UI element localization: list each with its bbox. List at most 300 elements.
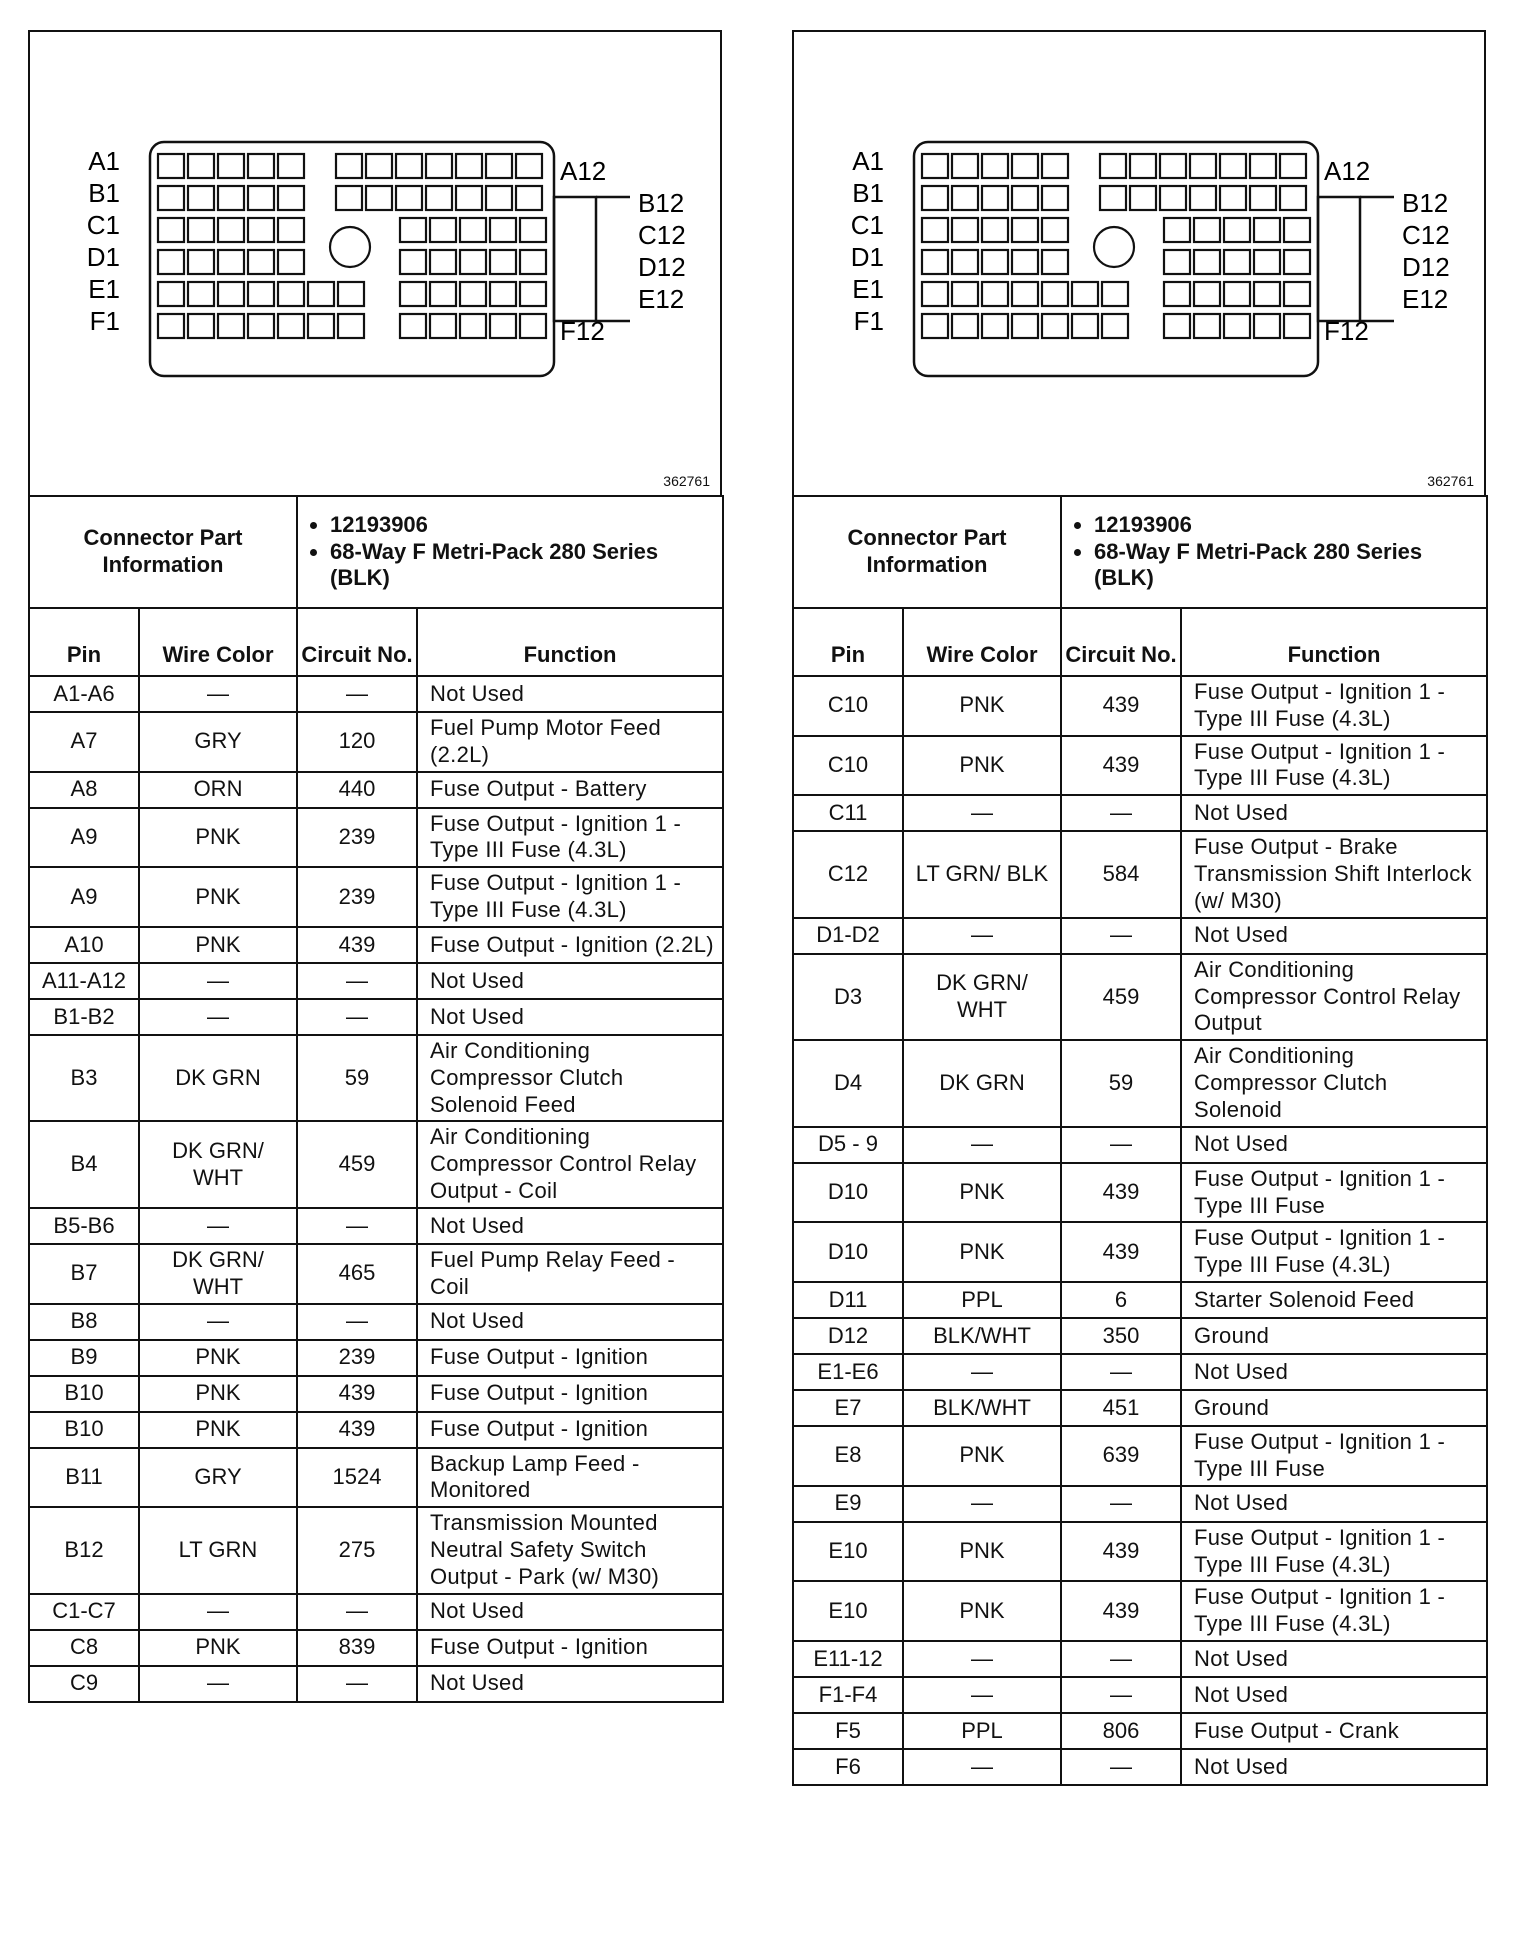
connector-face-drawing [794, 32, 1484, 492]
pin-cavity [1220, 186, 1246, 210]
pin-cavity [1072, 314, 1098, 338]
figure-id: 362761 [663, 473, 710, 489]
pin-cavity [366, 186, 392, 210]
header-row [29, 608, 723, 676]
pin-cavity [952, 186, 978, 210]
pin-cell: E9 [793, 1486, 903, 1522]
table-row [29, 999, 723, 1035]
pin-cavity [516, 154, 542, 178]
pin-cavity [218, 250, 244, 274]
pin-cavity [520, 314, 546, 338]
table-row [29, 1340, 723, 1376]
table-row [793, 1282, 1487, 1318]
pin-label-b1: B1 [88, 178, 120, 208]
pin-cavity [158, 314, 184, 338]
function-cell: Fuse Output - Ignition 1 - Type III Fuse (4.3L) [417, 867, 723, 927]
pin-cavity [218, 154, 244, 178]
pin-label-b12: B12 [1402, 188, 1449, 218]
circuit-cell: — [1061, 795, 1181, 831]
function-cell: Air Conditioning Compressor Clutch Solenoid Feed [417, 1035, 723, 1121]
table-row [793, 1354, 1487, 1390]
pin-cavity [1164, 282, 1190, 306]
function-cell: Not Used [1181, 1749, 1487, 1785]
pin-cavity [188, 218, 214, 242]
pin-cavity [366, 154, 392, 178]
function-cell: Fuse Output - Ignition [417, 1340, 723, 1376]
function-cell: Starter Solenoid Feed [1181, 1282, 1487, 1318]
circuit-cell: 439 [1061, 676, 1181, 736]
pin-cavity [1130, 154, 1156, 178]
pin-cavity [1284, 282, 1310, 306]
pinout-table [28, 495, 724, 1703]
pin-cavity [336, 186, 362, 210]
table-row [793, 736, 1487, 796]
pin-cavity [218, 186, 244, 210]
pin-cell: E7 [793, 1390, 903, 1426]
pin-cell: B1-B2 [29, 999, 139, 1035]
pin-cavity [1102, 314, 1128, 338]
pin-cell: B12 [29, 1507, 139, 1593]
table-row [29, 808, 723, 868]
pin-label-a1: A1 [88, 146, 120, 176]
pinout-rows [29, 676, 723, 1702]
table-row [29, 1244, 723, 1304]
table-row [29, 1594, 723, 1630]
connector-face-drawing [30, 32, 720, 492]
function-cell: Fuse Output - Ignition (2.2L) [417, 927, 723, 963]
pin-cell: B8 [29, 1304, 139, 1340]
wire-color-cell: GRY [139, 712, 297, 772]
pin-cavity [1164, 218, 1190, 242]
pin-cavity [426, 186, 452, 210]
pin-cavity [486, 186, 512, 210]
pin-cell: C12 [793, 831, 903, 917]
circuit-cell: — [1061, 1127, 1181, 1163]
pin-cell: A7 [29, 712, 139, 772]
wire-color-cell: PNK [139, 1340, 297, 1376]
wire-color-cell: PPL [903, 1713, 1061, 1749]
circuit-cell: 350 [1061, 1318, 1181, 1354]
pin-label-f12: F12 [1324, 316, 1369, 346]
pin-cavity [952, 218, 978, 242]
table-row [29, 1666, 723, 1702]
function-cell: Ground [1181, 1390, 1487, 1426]
wire-color-cell: — [903, 1677, 1061, 1713]
wire-color-cell: — [139, 999, 297, 1035]
pin-cavity [1254, 282, 1280, 306]
table-row [29, 1507, 723, 1593]
table-row [29, 676, 723, 712]
wire-color-cell: LT GRN [139, 1507, 297, 1593]
pin-cell: C10 [793, 676, 903, 736]
circuit-cell: 839 [297, 1630, 417, 1666]
function-cell: Fuse Output - Ignition 1 - Type III Fuse (4.3L) [1181, 676, 1487, 736]
wire-color-cell: PNK [139, 1376, 297, 1412]
circuit-cell: — [1061, 1677, 1181, 1713]
connector-part-label: Connector Part Information [793, 496, 1061, 608]
pin-cavity [1130, 186, 1156, 210]
pin-cavity [922, 250, 948, 274]
pin-cavity [1042, 250, 1068, 274]
pin-cavity [1042, 218, 1068, 242]
function-cell: Fuse Output - Ignition [417, 1630, 723, 1666]
wire-color-cell: BLK/WHT [903, 1318, 1061, 1354]
wire-color-cell: PNK [139, 1412, 297, 1448]
connector-info-row [793, 496, 1487, 608]
pin-cavity [248, 282, 274, 306]
pin-cavity [278, 186, 304, 210]
pin-label-d12: D12 [638, 252, 686, 282]
connector-latch [554, 197, 596, 321]
pin-cavity [922, 186, 948, 210]
wire-color-cell: ORN [139, 772, 297, 808]
pin-cell: C11 [793, 795, 903, 831]
pin-cavity [460, 314, 486, 338]
pin-label-d1: D1 [86, 242, 120, 272]
pin-cavity [1012, 154, 1038, 178]
pin-cavity [1220, 154, 1246, 178]
wire-color-cell: PNK [903, 1426, 1061, 1486]
header-wire-color: Wire Color [903, 608, 1061, 676]
circuit-cell: — [1061, 1641, 1181, 1677]
pin-cell: B11 [29, 1448, 139, 1508]
connector-info-row [29, 496, 723, 608]
function-cell: Fuse Output - Ignition 1 - Type III Fuse (4.3L) [1181, 1522, 1487, 1582]
function-cell: Fuse Output - Battery [417, 772, 723, 808]
pin-label-e12: E12 [638, 284, 685, 314]
table-row [29, 927, 723, 963]
circuit-cell: 465 [297, 1244, 417, 1304]
pin-cavity [1190, 154, 1216, 178]
part-description: • 68-Way F Metri-Pack 280 Series (BLK) [1094, 539, 1476, 593]
pin-cavity [1194, 314, 1220, 338]
pin-cavity [188, 314, 214, 338]
wire-color-cell: — [903, 1127, 1061, 1163]
pin-label-c1: C1 [850, 210, 884, 240]
pin-label-e12: E12 [1402, 284, 1449, 314]
pin-cell: C1-C7 [29, 1594, 139, 1630]
wire-color-cell: DK GRN/ WHT [139, 1121, 297, 1207]
pin-cavity [490, 218, 516, 242]
pin-cavity [982, 250, 1008, 274]
pin-cell: D1-D2 [793, 918, 903, 954]
circuit-cell: — [297, 1208, 417, 1244]
pin-cavity [456, 154, 482, 178]
header-wire-color: Wire Color [139, 608, 297, 676]
pin-cavity [982, 282, 1008, 306]
pin-cavity [490, 314, 516, 338]
pin-cavity [336, 154, 362, 178]
pin-cavity [1280, 154, 1306, 178]
pin-cavity [922, 314, 948, 338]
pin-cavity [952, 250, 978, 274]
circuit-cell: 806 [1061, 1713, 1181, 1749]
pin-cavity [1160, 154, 1186, 178]
table-row [793, 795, 1487, 831]
function-cell: Fuel Pump Motor Feed (2.2L) [417, 712, 723, 772]
pin-label-f1: F1 [89, 306, 120, 336]
pin-cavity [1100, 186, 1126, 210]
header-circuit: Circuit No. [297, 608, 417, 676]
wire-color-cell: — [903, 1486, 1061, 1522]
table-row [29, 1121, 723, 1207]
pin-cavity [1012, 218, 1038, 242]
pin-cavity [1164, 314, 1190, 338]
pin-cell: D4 [793, 1040, 903, 1126]
pin-cavity [1072, 282, 1098, 306]
table-row [29, 1208, 723, 1244]
pin-cavity [1224, 218, 1250, 242]
pin-cavity [1194, 218, 1220, 242]
figure-id: 362761 [1427, 473, 1474, 489]
circuit-cell: 439 [1061, 1222, 1181, 1282]
pin-cavity [430, 282, 456, 306]
pin-cavity [158, 250, 184, 274]
header-function: Function [1181, 608, 1487, 676]
circuit-cell: 120 [297, 712, 417, 772]
connector-part-info [1061, 496, 1487, 608]
wire-color-cell: PNK [903, 1522, 1061, 1582]
pin-cell: B7 [29, 1244, 139, 1304]
function-cell: Not Used [417, 1304, 723, 1340]
pin-label-e1: E1 [88, 274, 120, 304]
pin-label-f1: F1 [853, 306, 884, 336]
pin-cell: B10 [29, 1376, 139, 1412]
circuit-cell: 459 [1061, 954, 1181, 1040]
pin-cell: D3 [793, 954, 903, 1040]
pin-cavity [158, 154, 184, 178]
connector-latch [1318, 197, 1360, 321]
pin-cell: D11 [793, 1282, 903, 1318]
function-cell: Not Used [1181, 1354, 1487, 1390]
pin-cavity [248, 186, 274, 210]
pin-label-a12: A12 [1324, 156, 1371, 186]
table-row [793, 1163, 1487, 1223]
connector-diagram [28, 30, 722, 495]
wire-color-cell: — [903, 918, 1061, 954]
circuit-cell: 59 [1061, 1040, 1181, 1126]
circuit-cell: 639 [1061, 1426, 1181, 1486]
pin-cell: A9 [29, 867, 139, 927]
table-row [29, 712, 723, 772]
pinout-table [792, 495, 1488, 1786]
pin-cavity [188, 282, 214, 306]
table-row [793, 1426, 1487, 1486]
pin-cavity [1254, 250, 1280, 274]
circuit-cell: 439 [1061, 1163, 1181, 1223]
pin-cavity [952, 314, 978, 338]
pin-cell: C9 [29, 1666, 139, 1702]
wire-color-cell: GRY [139, 1448, 297, 1508]
table-row [793, 831, 1487, 917]
pin-cavity [486, 154, 512, 178]
pin-cavity [1284, 218, 1310, 242]
circuit-cell: 439 [1061, 1581, 1181, 1641]
pin-cavity [460, 250, 486, 274]
pin-cell: C10 [793, 736, 903, 796]
circuit-cell: 440 [297, 772, 417, 808]
pin-cavity [1012, 250, 1038, 274]
wire-color-cell: — [903, 1354, 1061, 1390]
table-row [793, 1390, 1487, 1426]
circuit-cell: — [297, 1304, 417, 1340]
pin-cell: A11-A12 [29, 963, 139, 999]
connector-diagram [792, 30, 1486, 495]
table-row [793, 1677, 1487, 1713]
circuit-cell: 439 [297, 1412, 417, 1448]
pin-cell: D10 [793, 1222, 903, 1282]
part-number: • 12193906 [1094, 512, 1476, 539]
table-row [793, 1581, 1487, 1641]
pin-cavity [456, 186, 482, 210]
circuit-cell: 439 [297, 1376, 417, 1412]
pin-cavity [1042, 186, 1068, 210]
circuit-cell: 275 [297, 1507, 417, 1593]
table-row [793, 1040, 1487, 1126]
function-cell: Fuel Pump Relay Feed - Coil [417, 1244, 723, 1304]
table-row [793, 954, 1487, 1040]
function-cell: Not Used [1181, 1486, 1487, 1522]
function-cell: Transmission Mounted Neutral Safety Switch Output - Park (w/ M30) [417, 1507, 723, 1593]
function-cell: Not Used [417, 1208, 723, 1244]
pin-cavity [1102, 282, 1128, 306]
circuit-cell: 459 [297, 1121, 417, 1207]
pin-cavity [218, 314, 244, 338]
circuit-cell: — [1061, 1486, 1181, 1522]
pin-cavity [400, 218, 426, 242]
table-row [793, 1641, 1487, 1677]
pin-cavity [922, 154, 948, 178]
pin-cavity [1012, 314, 1038, 338]
pin-cavity [430, 218, 456, 242]
pin-cavity [188, 186, 214, 210]
pin-cell: B5-B6 [29, 1208, 139, 1244]
wire-color-cell: PNK [139, 927, 297, 963]
pin-cavity [922, 282, 948, 306]
pin-cavity [1194, 250, 1220, 274]
circuit-cell: 239 [297, 1340, 417, 1376]
pin-cavity [248, 218, 274, 242]
pin-cavity [338, 282, 364, 306]
part-description: • 68-Way F Metri-Pack 280 Series (BLK) [330, 539, 712, 593]
function-cell: Not Used [1181, 1641, 1487, 1677]
circuit-cell: — [1061, 1354, 1181, 1390]
wire-color-cell: PNK [903, 1222, 1061, 1282]
pin-cavity [520, 218, 546, 242]
pin-cell: E10 [793, 1522, 903, 1582]
pin-cavity [278, 282, 304, 306]
table-row [793, 1222, 1487, 1282]
circuit-cell: 239 [297, 867, 417, 927]
pin-cavity [982, 154, 1008, 178]
circuit-cell: — [297, 1666, 417, 1702]
function-cell: Fuse Output - Ignition 1 - Type III Fuse (4.3L) [417, 808, 723, 868]
function-cell: Air Conditioning Compressor Clutch Solenoid [1181, 1040, 1487, 1126]
pin-cavity [1284, 250, 1310, 274]
pin-cavity [460, 218, 486, 242]
table-row [793, 1749, 1487, 1785]
pin-cavity [308, 282, 334, 306]
pin-cell: D12 [793, 1318, 903, 1354]
wire-color-cell: BLK/WHT [903, 1390, 1061, 1426]
pin-cavity [1164, 250, 1190, 274]
pin-cavity [1224, 250, 1250, 274]
pin-cavity [1250, 154, 1276, 178]
function-cell: Fuse Output - Ignition [417, 1376, 723, 1412]
function-cell: Fuse Output - Ignition 1 - Type III Fuse [1181, 1163, 1487, 1223]
pin-cavity [952, 282, 978, 306]
pin-cell: A9 [29, 808, 139, 868]
pin-cavity [338, 314, 364, 338]
pin-cavity [1254, 218, 1280, 242]
pin-label-b1: B1 [852, 178, 884, 208]
circuit-cell: 439 [1061, 736, 1181, 796]
table-row [793, 1127, 1487, 1163]
table-row [29, 963, 723, 999]
pin-cavity [248, 154, 274, 178]
circuit-cell: 584 [1061, 831, 1181, 917]
function-cell: Fuse Output - Brake Transmission Shift Interlock (w/ M30) [1181, 831, 1487, 917]
circuit-cell: — [1061, 918, 1181, 954]
pin-cavity [516, 186, 542, 210]
connector-part-info [297, 496, 723, 608]
circuit-cell: 59 [297, 1035, 417, 1121]
pin-cavity [158, 186, 184, 210]
function-cell: Fuse Output - Crank [1181, 1713, 1487, 1749]
pin-cell: D10 [793, 1163, 903, 1223]
pin-cavity [248, 250, 274, 274]
wire-color-cell: PNK [903, 736, 1061, 796]
table-row [793, 918, 1487, 954]
pin-cavity [1042, 314, 1068, 338]
pin-cavity [308, 314, 334, 338]
wire-color-cell: PNK [903, 676, 1061, 736]
wire-color-cell: — [903, 795, 1061, 831]
function-cell: Not Used [417, 1594, 723, 1630]
function-cell: Not Used [417, 1666, 723, 1702]
pin-cavity [982, 314, 1008, 338]
wire-color-cell: — [139, 1304, 297, 1340]
pin-label-c12: C12 [1402, 220, 1450, 250]
pin-cell: B3 [29, 1035, 139, 1121]
circuit-cell: — [297, 1594, 417, 1630]
pin-cavity [158, 282, 184, 306]
circuit-cell: — [297, 963, 417, 999]
pin-cavity [520, 282, 546, 306]
header-circuit: Circuit No. [1061, 608, 1181, 676]
table-row [793, 1522, 1487, 1582]
wire-color-cell: — [139, 963, 297, 999]
pin-cavity [396, 154, 422, 178]
pin-cavity [1284, 314, 1310, 338]
pin-cavity [400, 314, 426, 338]
table-row [29, 867, 723, 927]
pin-cell: D5 - 9 [793, 1127, 903, 1163]
connector-panel-left [28, 30, 722, 1703]
pin-cavity [218, 282, 244, 306]
circuit-cell: — [1061, 1749, 1181, 1785]
wire-color-cell: DK GRN [903, 1040, 1061, 1126]
circuit-cell: 439 [1061, 1522, 1181, 1582]
table-row [29, 1630, 723, 1666]
table-row [29, 1412, 723, 1448]
pin-cell: B9 [29, 1340, 139, 1376]
function-cell: Not Used [1181, 1677, 1487, 1713]
pin-cavity [1190, 186, 1216, 210]
pin-cavity [1280, 186, 1306, 210]
wire-color-cell: DK GRN/ WHT [139, 1244, 297, 1304]
pin-cavity [460, 282, 486, 306]
